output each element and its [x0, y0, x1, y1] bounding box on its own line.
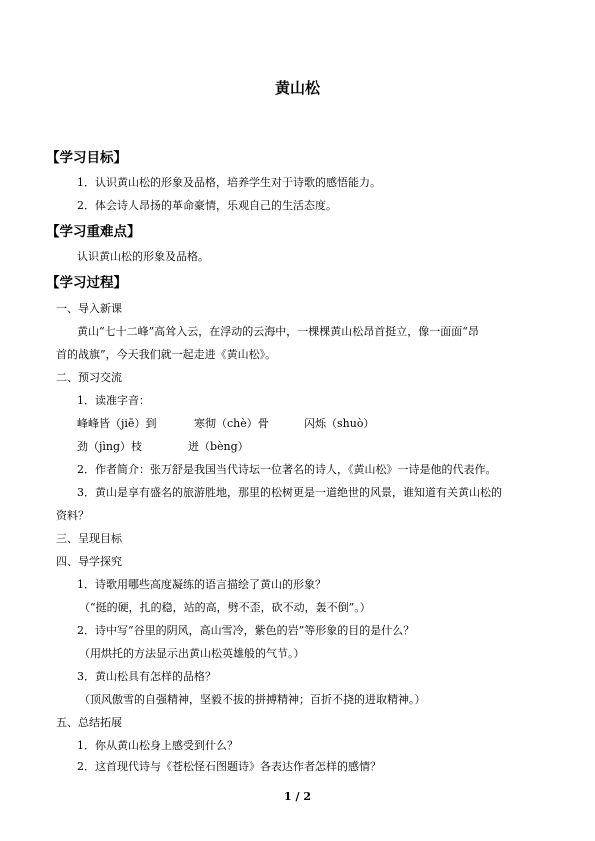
part5-question-1: 1．你从黄山松身上感受到什么？ [77, 739, 238, 752]
part4-heading: 四、导学探究 [56, 555, 122, 568]
part1-heading: 一、导入新课 [56, 302, 122, 315]
part1-paragraph-line2: 首的战旗”，今天我们就一起走进《黄山松》。 [56, 348, 277, 361]
pronunciation-row-2 [77, 440, 249, 454]
section-heading-process: 【学习过程】 [46, 275, 127, 291]
goal-item-2: 2．体会诗人昂扬的革命豪情，乐观自己的生活态度。 [77, 199, 337, 212]
pronunciation-entry: 劲（jìng）枝 [77, 440, 143, 453]
section-heading-keypoints: 【学习重难点】 [46, 224, 141, 240]
part5-heading: 五、总结拓展 [56, 716, 122, 729]
part2-item3-line1: 3．黄山是享有盛名的旅游胜地，那里的松树更是一道绝世的风景，谁知道有关黄山松的 [77, 486, 502, 499]
part4-answer-1: （“挺的硬，扎的稳，站的高，劈不歪，砍不动，轰不倒”。） [79, 601, 371, 614]
part2-item2: 2．作者简介：张万舒是我国当代诗坛一位著名的诗人，《黄山松》一诗是他的代表作。 [77, 463, 497, 476]
part2-item1: 1．读准字音： [77, 394, 150, 407]
part2-heading: 二、预习交流 [56, 371, 122, 384]
part1-paragraph-line1: 黄山“七十二峰”高耸入云，在浮动的云海中，一棵棵黄山松昂首挺立，像一面面“昂 [77, 325, 479, 338]
pronunciation-entry: 峰峰皆（jiē）到 [77, 417, 157, 430]
pronunciation-entry: 迸（bèng） [188, 440, 249, 453]
pronunciation-entry: 寒彻（chè）骨 [194, 417, 269, 430]
part4-answer-3: （顶风傲雪的自强精神，坚毅不拔的拼搏精神；百折不挠的进取精神。） [79, 693, 426, 706]
part3-heading: 三、呈现目标 [56, 532, 122, 545]
part4-question-2: 2．诗中写“谷里的阴风，高山雪冷，紫色的岩”等形象的目的是什么？ [77, 624, 415, 637]
keypoints-text: 认识黄山松的形象及品格。 [77, 250, 209, 263]
part5-question-2: 2．这首现代诗与《苍松怪石图题诗》各表达作者怎样的感情？ [77, 760, 381, 773]
part4-question-1: 1．诗歌用哪些高度凝练的语言描绘了黄山的形象？ [77, 578, 326, 591]
pronunciation-row-1 [77, 417, 374, 431]
part2-item3-line2: 资料？ [56, 509, 89, 522]
page-title: 黄山松 [274, 79, 320, 97]
section-heading-goals: 【学习目标】 [46, 150, 127, 166]
part4-answer-2: （用烘托的方法显示出黄山松英雄般的气节。） [79, 647, 305, 660]
pronunciation-entry: 闪烁（shuò） [304, 417, 375, 430]
part4-question-3: 3．黄山松具有怎样的品格？ [77, 670, 216, 683]
page-number: 1 / 2 [284, 790, 311, 803]
goal-item-1: 1．认识黄山松的形象及品格，培养学生对于诗歌的感悟能力。 [77, 176, 381, 189]
